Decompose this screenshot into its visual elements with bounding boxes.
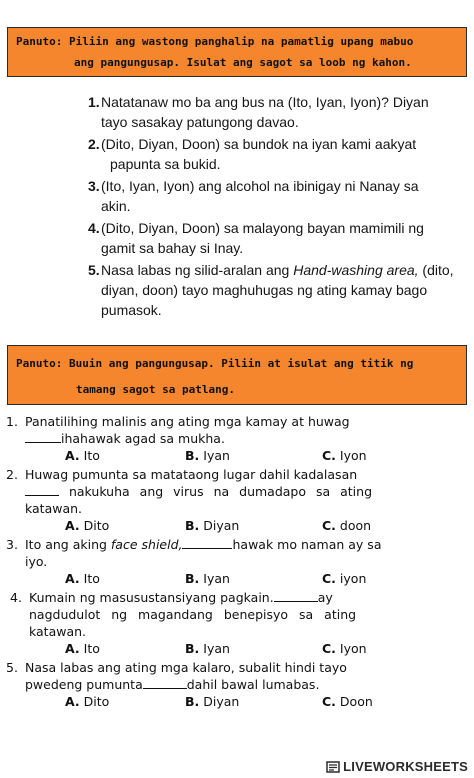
options-3	[6, 570, 466, 587]
s1-item-4	[88, 218, 458, 258]
directions-2-line-2: tamang sagot sa patlang.	[76, 383, 235, 396]
question-text: nakukuha ang virus na dumadapo sa ating	[59, 484, 373, 499]
option-b[interactable]: B. Diyan	[185, 518, 240, 533]
question-text: Kumain ng masusustansiyang pagkain.	[29, 590, 274, 605]
option-c[interactable]: C. Iyon	[322, 448, 367, 463]
s1-item-line: pumasok.	[101, 302, 162, 318]
section-2-questions	[6, 413, 466, 712]
question-text: ay	[317, 590, 333, 605]
question-1	[6, 413, 466, 447]
question-line: nagdudulot ng magandang benepisyo sa ating	[29, 607, 357, 622]
question-line: iyo.	[25, 554, 48, 569]
s1-item-line: (Ito, Iyan, Iyon) ang alcohol na ibinigay ni Nanay sa	[101, 178, 419, 194]
option-c[interactable]: C. iyon	[322, 571, 367, 586]
s1-item5-pre: Nasa labas ng silid-aralan ang	[101, 262, 294, 278]
option-c[interactable]: C. Doon	[322, 694, 373, 709]
question-line	[25, 430, 466, 447]
option-a[interactable]: A. Ito	[65, 571, 100, 586]
s1-item-1	[88, 92, 458, 132]
answer-blank[interactable]	[182, 537, 232, 549]
s1-item-number: 4.	[88, 220, 100, 236]
s1-item-number: 3.	[88, 178, 100, 194]
question-number: 4.	[10, 590, 22, 605]
s1-item-line	[101, 260, 458, 280]
option-b[interactable]: B. Iyan	[185, 571, 230, 586]
directions-box-2	[7, 345, 467, 405]
s1-item-number: 5.	[88, 262, 100, 278]
option-b[interactable]: B. Diyan	[185, 694, 240, 709]
option-b[interactable]: B. Iyan	[185, 641, 230, 656]
options-2	[6, 517, 466, 534]
s1-item-line: diyan, doon) tayo maghuhugas ng ating kamay bago	[101, 282, 428, 298]
question-5	[6, 659, 466, 693]
question-text: dahil bawal lumabas.	[186, 677, 320, 692]
question-number: 3.	[6, 537, 18, 552]
question-line	[25, 676, 466, 693]
question-italic: face shield,	[110, 537, 183, 552]
option-a[interactable]: A. Ito	[65, 641, 100, 656]
s1-item-line: (Dito, Diyan, Doon) sa bundok na iyan kami aakyat	[101, 136, 417, 152]
s1-item-line: tayo sasakay patungong davao.	[101, 114, 299, 130]
question-number: 1.	[6, 414, 18, 429]
question-line	[25, 536, 466, 553]
question-line	[25, 483, 466, 500]
options-1	[6, 447, 466, 464]
directions-1-line-1: Panuto: Piliin ang wastong panghalip na pamatlig upang mabuo	[16, 35, 414, 48]
s1-item-line: Natatanaw mo ba ang bus na (Ito, Iyan, Iyon)? Diyan	[101, 94, 429, 110]
question-number: 5.	[6, 660, 18, 675]
question-text: Ito ang aking	[25, 537, 111, 552]
s1-item-line: papunta sa bukid.	[110, 156, 221, 172]
options-5	[6, 693, 466, 710]
s1-item-2	[88, 134, 458, 174]
s1-item5-italic: Hand-washing area,	[293, 262, 419, 278]
section-1-items	[88, 92, 458, 322]
question-line: Panatilihing malinis ang ating mga kamay at huwag	[25, 414, 350, 429]
answer-blank[interactable]	[25, 431, 61, 443]
directions-1-line-2: ang pangungusap. Isulat ang sagot sa loob ng kahon.	[74, 56, 412, 69]
s1-item-line: (Dito, Diyan, Doon) sa malayong bayan mamimili ng	[101, 220, 424, 236]
s1-item-number: 2.	[88, 136, 100, 152]
directions-2-line-1: Panuto: Buuin ang pangungusap. Piliin at isulat ang titik ng	[16, 357, 414, 370]
s1-item-5	[88, 260, 458, 320]
question-line: Huwag pumunta sa matataong lugar dahil kadalasan	[25, 467, 358, 482]
option-b[interactable]: B. Iyan	[185, 448, 230, 463]
answer-blank[interactable]	[274, 590, 318, 602]
s1-item-line: akin.	[101, 198, 131, 214]
question-text: hawak mo naman ay sa	[232, 537, 382, 552]
question-line: katawan.	[29, 624, 87, 639]
liveworksheets-logo-icon	[326, 761, 340, 773]
question-line	[29, 589, 466, 606]
option-a[interactable]: A. Dito	[65, 518, 110, 533]
directions-box-1	[7, 27, 467, 77]
question-3	[6, 536, 466, 570]
question-text: pwedeng pumunta	[25, 677, 143, 692]
answer-blank[interactable]	[25, 484, 59, 496]
logo-text: LIVEWORKSHEETS	[343, 759, 468, 774]
options-4	[6, 640, 466, 657]
option-a[interactable]: A. Dito	[65, 694, 110, 709]
s1-item-3	[88, 176, 458, 216]
liveworksheets-logo	[326, 759, 468, 774]
s1-item-line: gamit sa bahay si Inay.	[101, 240, 244, 256]
answer-blank[interactable]	[143, 677, 187, 689]
option-c[interactable]: C. doon	[322, 518, 372, 533]
question-text: ihahawak agad sa mukha.	[61, 431, 225, 446]
question-number: 2.	[6, 467, 18, 482]
question-2	[6, 466, 466, 517]
s1-item5-post: (dito,	[418, 262, 454, 278]
question-line: Nasa labas ang ating mga kalaro, subalit hindi tayo	[25, 660, 347, 675]
s1-item-number: 1.	[88, 94, 100, 110]
option-c[interactable]: C. Iyon	[322, 641, 367, 656]
question-4	[10, 589, 466, 640]
option-a[interactable]: A. Ito	[65, 448, 100, 463]
question-line: katawan.	[25, 501, 83, 516]
